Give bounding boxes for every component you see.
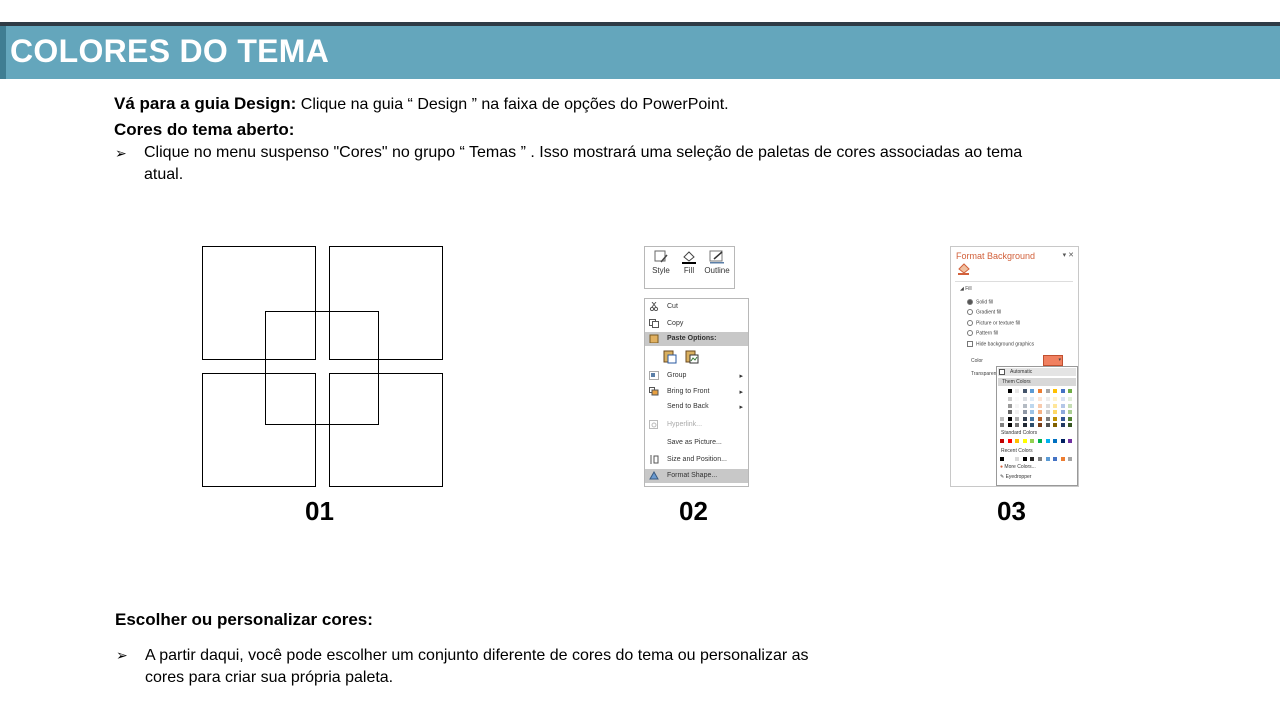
color-swatch[interactable] (1068, 404, 1072, 408)
step-number-03: 03 (997, 496, 1026, 526)
hide-bg-label: Hide background graphics (976, 341, 1035, 348)
color-swatch[interactable] (1008, 417, 1012, 421)
color-swatch[interactable] (1015, 457, 1019, 461)
menu-item-group[interactable] (645, 369, 748, 383)
color-swatch[interactable] (1015, 417, 1019, 421)
menu-item-format-shape[interactable] (645, 469, 748, 483)
color-swatch[interactable] (1030, 457, 1034, 461)
color-swatch[interactable] (1038, 439, 1042, 443)
color-swatch[interactable] (1038, 389, 1042, 393)
color-swatch[interactable] (1023, 423, 1027, 427)
fill-section[interactable]: ◢ Fill (960, 286, 972, 292)
color-swatch[interactable] (1046, 439, 1050, 443)
step2-line2: atual. (144, 166, 184, 183)
color-swatch[interactable] (1030, 404, 1034, 408)
size-position-icon (649, 455, 659, 464)
color-swatch[interactable] (1015, 410, 1019, 414)
color-swatch[interactable] (1030, 410, 1034, 414)
color-swatch[interactable] (1030, 389, 1034, 393)
color-swatch[interactable] (1023, 389, 1027, 393)
automatic-swatch (999, 369, 1005, 375)
color-swatch[interactable] (1008, 389, 1012, 393)
color-swatch[interactable] (1046, 417, 1050, 421)
fill-section-label: Fill (965, 286, 972, 292)
automatic-row[interactable] (998, 368, 1076, 376)
eyedropper-label: Eyedropper (1005, 474, 1032, 480)
fill-bucket-icon[interactable] (957, 263, 971, 277)
color-swatch[interactable] (1008, 423, 1012, 427)
color-swatch[interactable] (1068, 417, 1072, 421)
option-solid-fill[interactable] (967, 299, 993, 305)
color-swatch[interactable] (1068, 439, 1072, 443)
menu-item-save-as-picture[interactable] (645, 436, 748, 450)
color-swatch[interactable] (1053, 397, 1057, 401)
color-swatch[interactable] (1015, 397, 1019, 401)
color-swatch[interactable] (1061, 457, 1065, 461)
copy-icon (649, 319, 659, 328)
bring-front-icon (649, 387, 659, 396)
color-swatch[interactable] (1046, 410, 1050, 414)
menu-label: Cut (667, 303, 678, 310)
color-swatch[interactable] (1038, 404, 1042, 408)
palette-icon: ● (1000, 464, 1004, 470)
paste-options-header (645, 332, 748, 346)
color-swatch[interactable] (1061, 397, 1065, 401)
pane-close-icon[interactable]: ▾ ✕ (1062, 252, 1074, 259)
menu-item-copy[interactable] (645, 317, 748, 331)
eyedropper-item[interactable] (1000, 474, 1031, 480)
checkbox-icon (967, 341, 973, 347)
outro-bullet-icon: ➢ (116, 647, 128, 663)
color-swatch[interactable] (1023, 410, 1027, 414)
color-swatch[interactable] (1061, 439, 1065, 443)
group-icon (649, 371, 659, 380)
standard-colors-label: Standard Colors (1001, 430, 1038, 436)
color-swatch[interactable] (1030, 423, 1034, 427)
step1-heading: Vá para a guia Design: (114, 94, 297, 113)
color-swatch[interactable] (1008, 404, 1012, 408)
radio-icon (967, 320, 973, 326)
hyperlink-icon (649, 420, 659, 429)
option-label: Solid fill (976, 299, 994, 306)
color-swatch[interactable] (1000, 457, 1004, 461)
color-swatch[interactable] (1068, 410, 1072, 414)
step-number-02: 02 (679, 496, 708, 526)
pane-title: Format Background (956, 251, 1036, 261)
color-swatch[interactable] (1046, 404, 1050, 408)
menu-label: Group (667, 372, 687, 379)
paste-picture-icon[interactable] (685, 349, 699, 366)
fill-label: Fill (683, 266, 695, 275)
outro-line2: cores para criar sua própria paleta. (145, 669, 394, 686)
menu-item-hyperlink[interactable] (645, 418, 748, 432)
style-label: Style (652, 266, 670, 275)
recent-colors-label: Recent Colors (1001, 448, 1033, 454)
clipboard-icon (649, 334, 659, 343)
format-shape-icon (649, 471, 659, 480)
color-label: Color (971, 358, 983, 364)
menu-item-size-and-position[interactable] (645, 453, 748, 467)
color-swatch[interactable] (1015, 423, 1019, 427)
transparency-label: Transparen (971, 371, 997, 377)
eyedropper-icon: ✎ (1000, 474, 1005, 480)
outline-label: Outline (704, 266, 730, 275)
color-picker-dropdown (996, 366, 1078, 486)
color-swatch[interactable] (1038, 410, 1042, 414)
color-swatch[interactable] (1023, 417, 1027, 421)
color-swatch[interactable] (1053, 410, 1057, 414)
color-swatch[interactable] (1000, 397, 1004, 401)
hide-background-checkbox[interactable] (967, 341, 1034, 347)
color-swatch[interactable] (1068, 389, 1072, 393)
radio-icon (967, 299, 973, 305)
shape-style-ribbon (644, 246, 735, 289)
menu-label: Paste Options: (667, 335, 717, 342)
menu-label: Hyperlink... (667, 421, 703, 428)
menu-label: Bring to Front (667, 388, 710, 395)
color-swatch[interactable] (1030, 417, 1034, 421)
step1-text: Clique na guia “ Design ” na faixa de opções do PowerPoint. (300, 96, 729, 113)
color-swatch[interactable] (1000, 404, 1004, 408)
outline-button[interactable] (703, 250, 731, 275)
menu-item-bring-to-front[interactable] (645, 385, 748, 399)
color-swatch[interactable] (1015, 404, 1019, 408)
fill-button[interactable] (675, 250, 703, 275)
color-swatch[interactable] (1061, 423, 1065, 427)
option-label: Pattern fill (976, 330, 999, 337)
submenu-arrow-icon: ▸ (739, 404, 743, 411)
color-swatch[interactable] (1000, 439, 1004, 443)
chevron-down-icon: ▾ (1058, 357, 1061, 363)
automatic-label: Automatic (1010, 369, 1033, 375)
menu-label: Send to Back (667, 403, 709, 410)
color-swatch[interactable] (1015, 389, 1019, 393)
color-swatch[interactable] (1030, 397, 1034, 401)
color-swatch[interactable] (1008, 397, 1012, 401)
color-swatch[interactable] (1053, 417, 1057, 421)
more-colors-item[interactable] (1000, 464, 1036, 470)
outro-line1: A partir daqui, você pode escolher um conjunto diferente de cores do tema ou personalizar as (145, 647, 809, 664)
step-number-01: 01 (305, 496, 334, 526)
pen-outline-icon (709, 250, 725, 264)
step2-heading: Cores do tema aberto: (114, 120, 295, 139)
step2-line1: Clique no menu suspenso "Cores" no grupo “ Temas ” . Isso mostrará uma seleção de paletas de cores associadas ao tema (144, 144, 1023, 161)
theme-colors-label: Them Colors (1002, 379, 1031, 385)
radio-icon (967, 309, 973, 315)
color-swatch[interactable] (1000, 389, 1004, 393)
paste-keep-formatting-icon[interactable] (663, 349, 677, 366)
slide-title: COLORES DO TEMA (10, 33, 330, 69)
color-swatch[interactable] (1053, 423, 1057, 427)
paste-options-row (645, 348, 748, 366)
pane-divider (955, 281, 1073, 282)
color-swatch[interactable] (1068, 457, 1072, 461)
theme-colors-header (998, 378, 1076, 386)
option-pattern-fill[interactable] (967, 330, 998, 336)
option-picture-fill[interactable] (967, 320, 1020, 326)
step2-bullet-icon: ➢ (115, 145, 127, 161)
color-swatch[interactable] (1053, 404, 1057, 408)
color-swatch[interactable] (1061, 389, 1065, 393)
color-swatch[interactable] (1000, 417, 1004, 421)
color-swatch[interactable] (1030, 439, 1034, 443)
color-swatch[interactable] (1015, 439, 1019, 443)
color-swatch[interactable] (1038, 417, 1042, 421)
menu-item-send-to-back[interactable] (645, 400, 748, 414)
step1-line (114, 93, 729, 116)
color-swatch[interactable] (1061, 410, 1065, 414)
color-swatch[interactable] (1000, 423, 1004, 427)
menu-label: Format Shape... (667, 472, 718, 479)
color-swatch[interactable] (1038, 457, 1042, 461)
menu-label: Copy (667, 320, 684, 327)
color-swatch[interactable] (1000, 410, 1004, 414)
color-swatch[interactable] (1046, 389, 1050, 393)
color-dropdown-button[interactable] (1043, 355, 1063, 366)
color-swatch[interactable] (1061, 404, 1065, 408)
color-swatch[interactable] (1046, 457, 1050, 461)
color-swatch[interactable] (1068, 423, 1072, 427)
color-swatch[interactable] (1046, 423, 1050, 427)
color-swatch[interactable] (1008, 457, 1012, 461)
color-swatch[interactable] (1008, 439, 1012, 443)
color-swatch[interactable] (1053, 457, 1057, 461)
submenu-arrow-icon: ▸ (739, 373, 743, 380)
color-swatch[interactable] (1023, 397, 1027, 401)
color-swatch[interactable] (1061, 417, 1065, 421)
menu-label: Size and Position... (667, 456, 727, 463)
style-brush-icon (653, 250, 669, 264)
color-swatch[interactable] (1046, 397, 1050, 401)
square-center (265, 311, 379, 425)
submenu-arrow-icon: ▸ (739, 389, 743, 396)
color-swatch[interactable] (1023, 404, 1027, 408)
color-swatch[interactable] (1023, 439, 1027, 443)
color-swatch[interactable] (1023, 457, 1027, 461)
menu-item-cut[interactable] (645, 300, 748, 314)
style-button[interactable] (647, 250, 675, 275)
color-swatch[interactable] (1008, 410, 1012, 414)
outro-heading: Escolher ou personalizar cores: (115, 610, 373, 629)
color-swatch[interactable] (1038, 423, 1042, 427)
banner-edge (0, 26, 6, 79)
option-label: Picture or texture fill (976, 320, 1021, 327)
more-colors-label: More Colors... (1004, 464, 1036, 470)
option-label: Gradient fill (976, 309, 1002, 316)
paint-bucket-icon (681, 250, 697, 264)
color-swatch[interactable] (1068, 397, 1072, 401)
color-swatch[interactable] (1053, 439, 1057, 443)
menu-label: Save as Picture... (667, 439, 722, 446)
color-swatch[interactable] (1053, 389, 1057, 393)
color-swatch[interactable] (1038, 397, 1042, 401)
radio-icon (967, 330, 973, 336)
context-menu (644, 298, 749, 487)
option-gradient-fill[interactable] (967, 309, 1001, 315)
scissors-icon (649, 302, 659, 311)
